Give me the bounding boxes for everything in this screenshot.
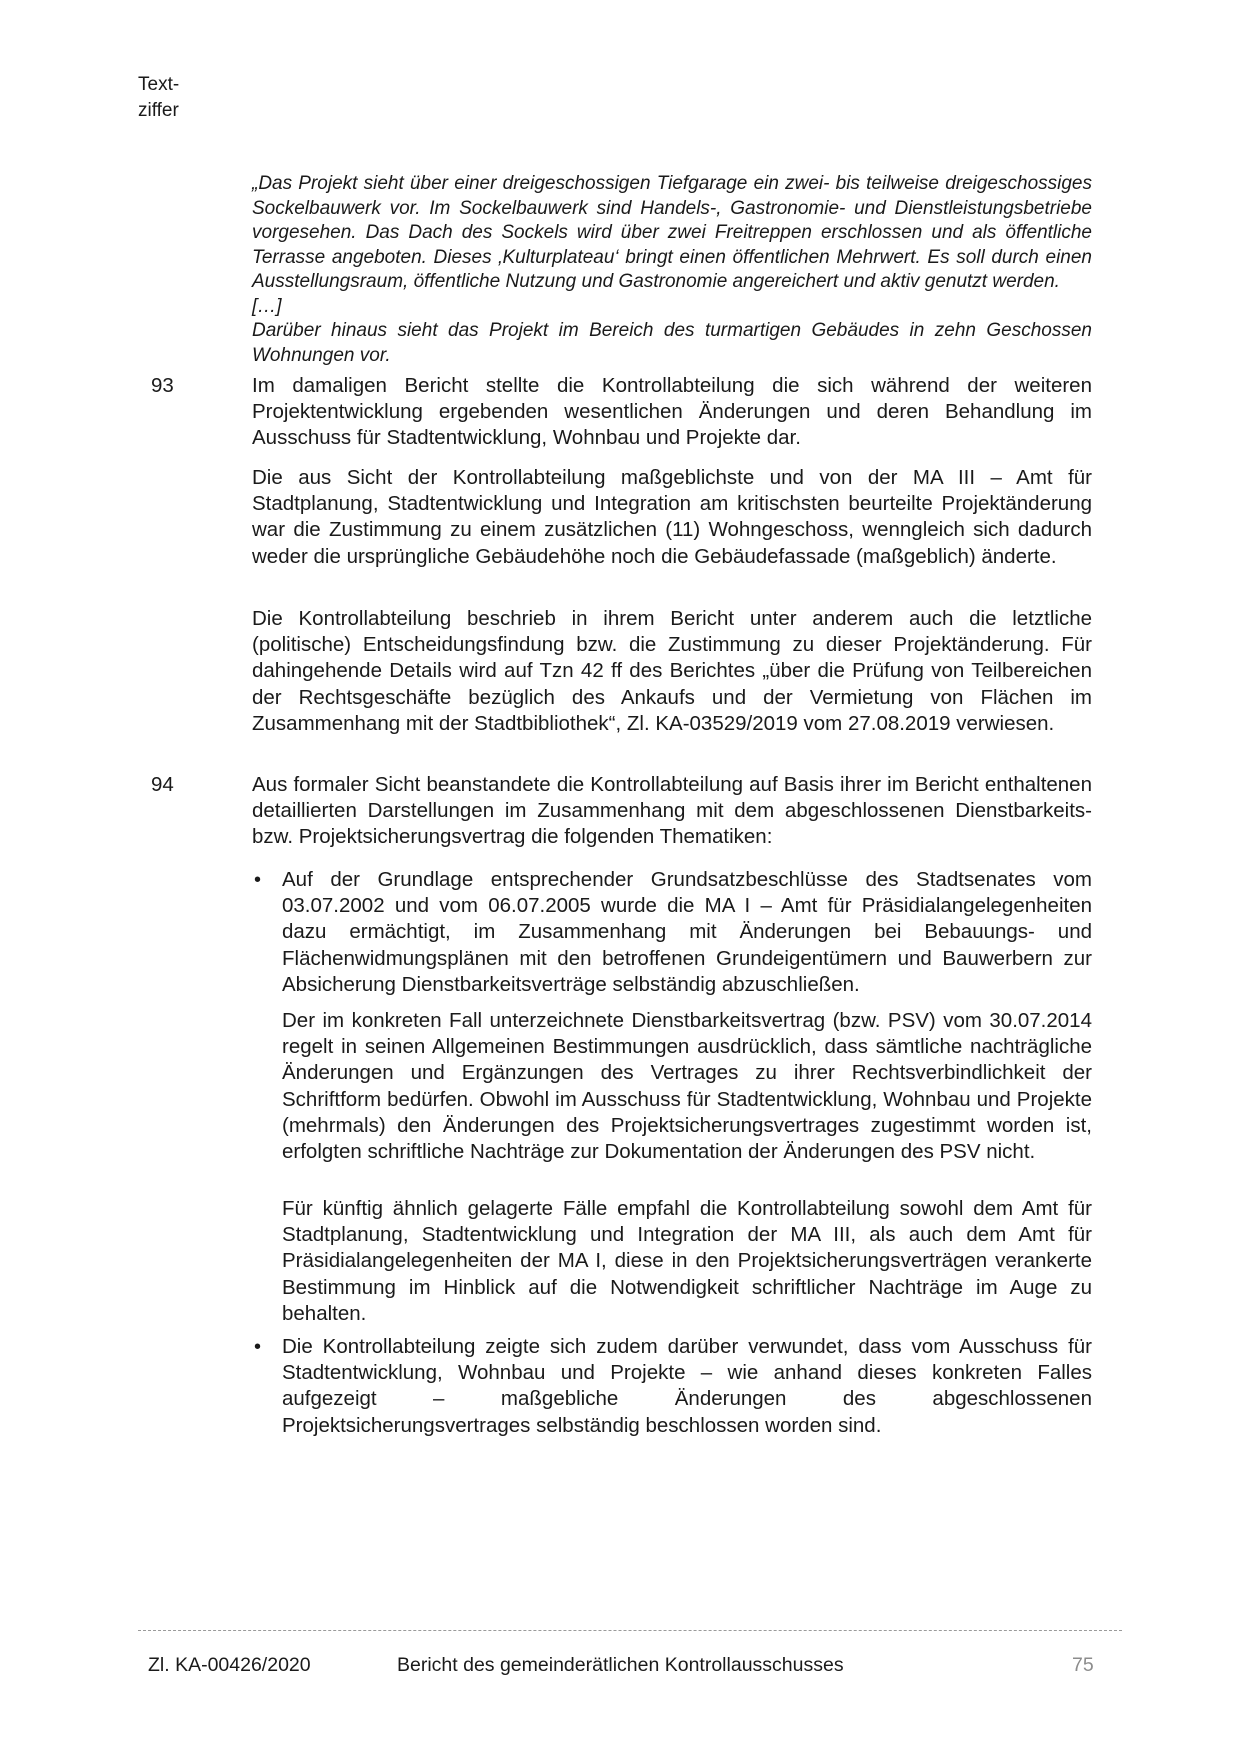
tz93-p1-text: Im damaligen Bericht stellte die Kontrollabteilung die sich während der weiteren Projektentwicklung ergebenden wesentlichen Änderungen und deren Behandlung im Ausschuss für Stadtentwicklung, Wohnbau und Projekte dar. — [252, 374, 1092, 450]
margin-label-line1: Text- — [138, 74, 180, 95]
margin-label-line2: ziffer — [138, 100, 179, 121]
bullet1-paragraph-2 — [282, 1008, 1092, 1165]
footer-divider — [138, 1630, 1122, 1631]
tz93-p3-text: Die Kontrollabteilung beschrieb in ihrem Bericht unter anderem auch die letztliche (politische) Entscheidungsfindung bzw. die Zustimmung zu dieser Projektänderung. Für dahingehende Details wird auf Tzn 42 ff des Berichtes „über die Prüfung von Teilbereichen der Rechtsgeschäfte bezüglich des Ankaufs und der Vermietung von Flächen im Zusammenhang mit der Stadtbibliothek“, Zl. KA-03529/2019 vom 27.08.2019 verwiesen. — [252, 607, 1092, 735]
page-number: 75 — [1072, 1654, 1094, 1676]
margin-label — [138, 72, 218, 124]
tz94-intro — [252, 772, 1092, 851]
quote-block — [252, 172, 1092, 368]
tz93-p2-text: Die aus Sicht der Kontrollabteilung maßgeblichste und von der MA III – Amt für Stadtplanung, Stadtentwicklung und Integration am kritischsten beurteilte Projektänderung war die Zustimmung zu einem zusätzlichen (11) Wohngeschoss, wenngleich sich dadurch weder die ursprüngliche Gebäudehöhe noch die Gebäudefassade (maßgeblich) änderte. — [252, 466, 1092, 568]
footer-reference: Zl. KA-00426/2020 — [148, 1654, 311, 1676]
textziffer-94: 94 — [151, 773, 174, 796]
quote-paragraph-2: Darüber hinaus sieht das Projekt im Bereich des turmartigen Gebäudes in zehn Geschossen Wohnungen vor. — [252, 320, 1092, 366]
bullet2-paragraph — [282, 1334, 1092, 1439]
quote-ellipsis: […] — [252, 295, 282, 317]
bullet1-p1-text: Auf der Grundlage entsprechender Grundsatzbeschlüsse des Stadtsenates vom 03.07.2002 und vom 06.07.2005 wurde die MA I – Amt für Präsidialangelegenheiten dazu ermächtigt, im Zusammenhang mit Änderungen bei Bebauungs- und Flächenwidmungsplänen mit den betroffenen Grundeigentümern und Bauwerbern zur Absicherung Dienstbarkeitsverträge selbständig abzuschließen. — [282, 868, 1092, 996]
footer-title: Bericht des gemeinderätlichen Kontrollausschusses — [397, 1654, 844, 1676]
bullet1-paragraph-1 — [282, 867, 1092, 998]
tz93-paragraph-1 — [252, 373, 1092, 452]
tz93-paragraph-2 — [252, 465, 1092, 570]
bullet1-paragraph-3 — [282, 1196, 1092, 1327]
quote-paragraph-1: „Das Projekt sieht über einer dreigeschossigen Tiefgarage ein zwei- bis teilweise dreigeschossiges Sockelbauwerk vor. Im Sockelbauwerk sind Handels-, Gastronomie- und Dienstleistungsbetriebe vorgesehen. Das Dach des Sockels wird über zwei Freitreppen erschlossen und als öffentliche Terrasse angeboten. Dieses ‚Kulturplateau‘ bringt einen öffentlichen Mehrwert. Es soll durch einen Ausstellungsraum, öffentliche Nutzung und Gastronomie angereichert und aktiv genutzt werden. — [252, 173, 1092, 292]
tz93-paragraph-3 — [252, 606, 1092, 737]
tz94-intro-text: Aus formaler Sicht beanstandete die Kontrollabteilung auf Basis ihrer im Bericht enthaltenen detaillierten Darstellungen im Zusammenhang mit dem abgeschlossenen Dienstbarkeits- bzw. Projektsicherungsvertrag die folgenden Thematiken: — [252, 773, 1092, 849]
bullet-icon: • — [254, 1336, 262, 1358]
bullet2-text: Die Kontrollabteilung zeigte sich zudem darüber verwundet, dass vom Ausschuss für Stadtentwicklung, Wohnbau und Projekte – wie anhand dieses konkreten Falles aufgezeigt – maßgebliche Änderungen des abgeschlossenen Projektsicherungsvertrages selbständig beschlossen worden sind. — [282, 1335, 1092, 1437]
bullet1-p3-text: Für künftig ähnlich gelagerte Fälle empfahl die Kontrollabteilung sowohl dem Amt für Stadtplanung, Stadtentwicklung und Integration der MA III, als auch dem Amt für Präsidialangelegenheiten der MA I, diese in den Projektsicherungsverträgen verankerte Bestimmung im Hinblick auf die Notwendigkeit schriftlicher Nachträge im Auge zu behalten. — [282, 1197, 1092, 1325]
textziffer-93: 93 — [151, 374, 174, 397]
bullet1-p2-text: Der im konkreten Fall unterzeichnete Dienstbarkeitsvertrag (bzw. PSV) vom 30.07.2014 regelt in seinen Allgemeinen Bestimmungen ausdrücklich, dass sämtliche nachträgliche Änderungen und Ergänzungen des Vertrages zu ihrer Rechtsverbindlichkeit der Schriftform bedürfen. Obwohl im Ausschuss für Stadtentwicklung, Wohnbau und Projekte (mehrmals) den Änderungen des Projektsicherungsvertrages zugestimmt worden ist, erfolgten schriftliche Nachträge zur Dokumentation der Änderungen des PSV nicht. — [282, 1009, 1092, 1164]
bullet-icon: • — [254, 869, 262, 891]
